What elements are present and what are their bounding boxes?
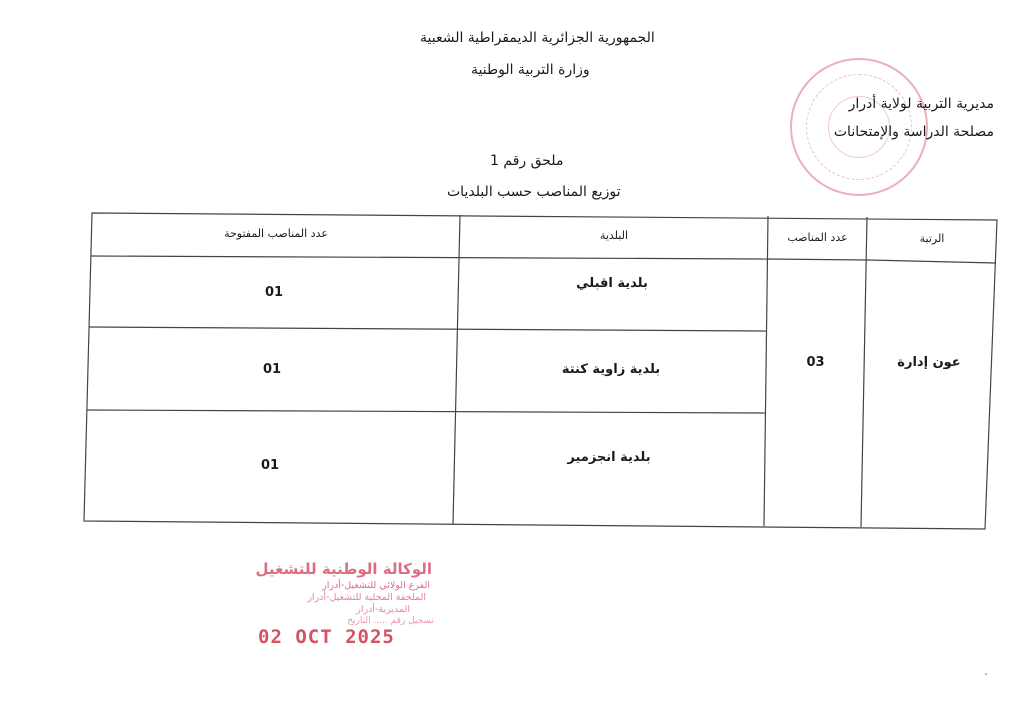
total-positions-value: 03: [806, 355, 825, 370]
header-rank: الرتبة: [919, 232, 945, 245]
open-positions-cell: 01: [260, 458, 280, 473]
stamp-line: تسجيل رقم ..... التاريخ: [347, 616, 434, 626]
municipality-cell: بلدية زاوية كنتة: [561, 362, 661, 377]
stamp-line: الملحقة المحلية للتشغيل-أدرار: [307, 592, 426, 603]
directorate-name: مديرية التربية لولاية أدرار: [848, 96, 994, 112]
open-positions-cell: 01: [262, 362, 282, 377]
header-municipality: البلدية: [599, 229, 629, 242]
row-divider-2: [87, 410, 765, 413]
col-divider-rank: [861, 217, 867, 527]
stamp-date: 02 OCT 2025: [258, 626, 395, 648]
annex-number: ملحق رقم 1: [490, 153, 564, 169]
stamp-agency: الوكالة الوطنية للتشغيل: [255, 560, 432, 578]
header-divider-right: [867, 260, 996, 263]
row-divider-1: [89, 327, 766, 331]
republic-title: الجمهورية الجزائرية الديمقراطية الشعبية: [420, 30, 655, 46]
ministry-title: وزارة التربية الوطنية: [471, 62, 590, 78]
header-positions-count: عدد المناصب: [787, 231, 848, 244]
stamp-line: الفرع الولائي للتشغيل-أدرار: [322, 580, 430, 591]
header-open-positions: عدد المناصب المفتوحة: [224, 227, 328, 240]
open-positions-cell: 01: [264, 285, 284, 300]
distribution-title: توزيع المناصب حسب البلديات: [447, 184, 621, 200]
scan-speck: [985, 673, 987, 675]
header-divider-mid: [768, 259, 867, 260]
header-divider-left: [91, 256, 768, 259]
rank-value: عون إدارة: [897, 355, 961, 370]
municipality-cell: بلدية اقبلي: [576, 276, 648, 291]
col-divider-positions: [764, 216, 768, 526]
municipality-cell: بلدية انجزمير: [567, 450, 651, 465]
stamp-line: المديرية-أدرار: [356, 604, 410, 615]
service-name: مصلحة الدراسة والإمتحانات: [833, 124, 994, 140]
